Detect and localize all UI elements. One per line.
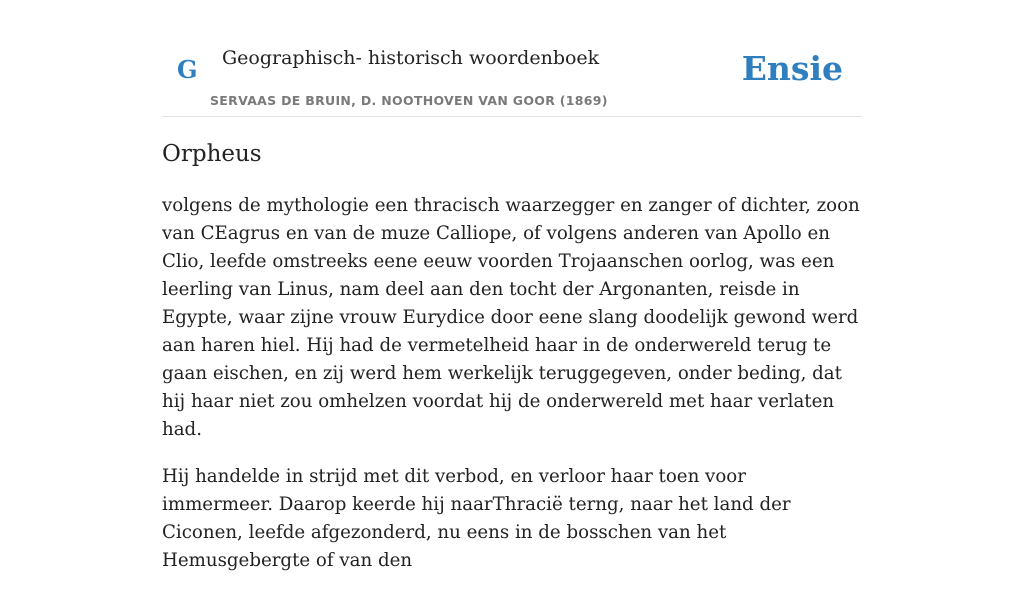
ensie-logo-link[interactable]: Ensie [741, 49, 843, 88]
entry-paragraph: volgens de mythologie een thracisch waarzegger en zanger of dichter, zoon van CEagrus en van de muze Calliope, of volgens anderen van Apollo en Clio, leefde omstreeks eene eeuw voorden Trojaanschen oorlog, was een leerling van Linus, nam deel aan den tocht der Argonanten, reisde in Egypte, waar zijne vrouw Eurydice door eene slang doodelijk gewond werd aan haren hiel. Hij had de vermetelheid haar in de onderwereld terug te gaan eischen, en zij werd hem werkelijk teruggegeven, onder beding, dat hij haar niet zou omhelzen voordat hij de onderwereld met haar verlaten had. [162, 195, 860, 440]
entry-body [162, 192, 862, 594]
book-title[interactable]: Geographisch- historisch woordenboek [222, 47, 600, 69]
entry-paragraph: Hij handelde in strijd met dit verbod, en verloor haar toen voor immermeer. Daarop keerde hij naarThracië terng, naar het land der Ciconen, leefde afgezonderd, nu eens in de bosschen van het Hemusgebergte of van den [162, 466, 791, 571]
dictionary-logo[interactable]: G [177, 55, 198, 84]
book-author-year: SERVAAS DE BRUIN, D. NOOTHOVEN VAN GOOR (1869) [210, 93, 608, 108]
entry-title: Orpheus [162, 141, 262, 167]
page [162, 0, 862, 571]
header [162, 0, 862, 117]
